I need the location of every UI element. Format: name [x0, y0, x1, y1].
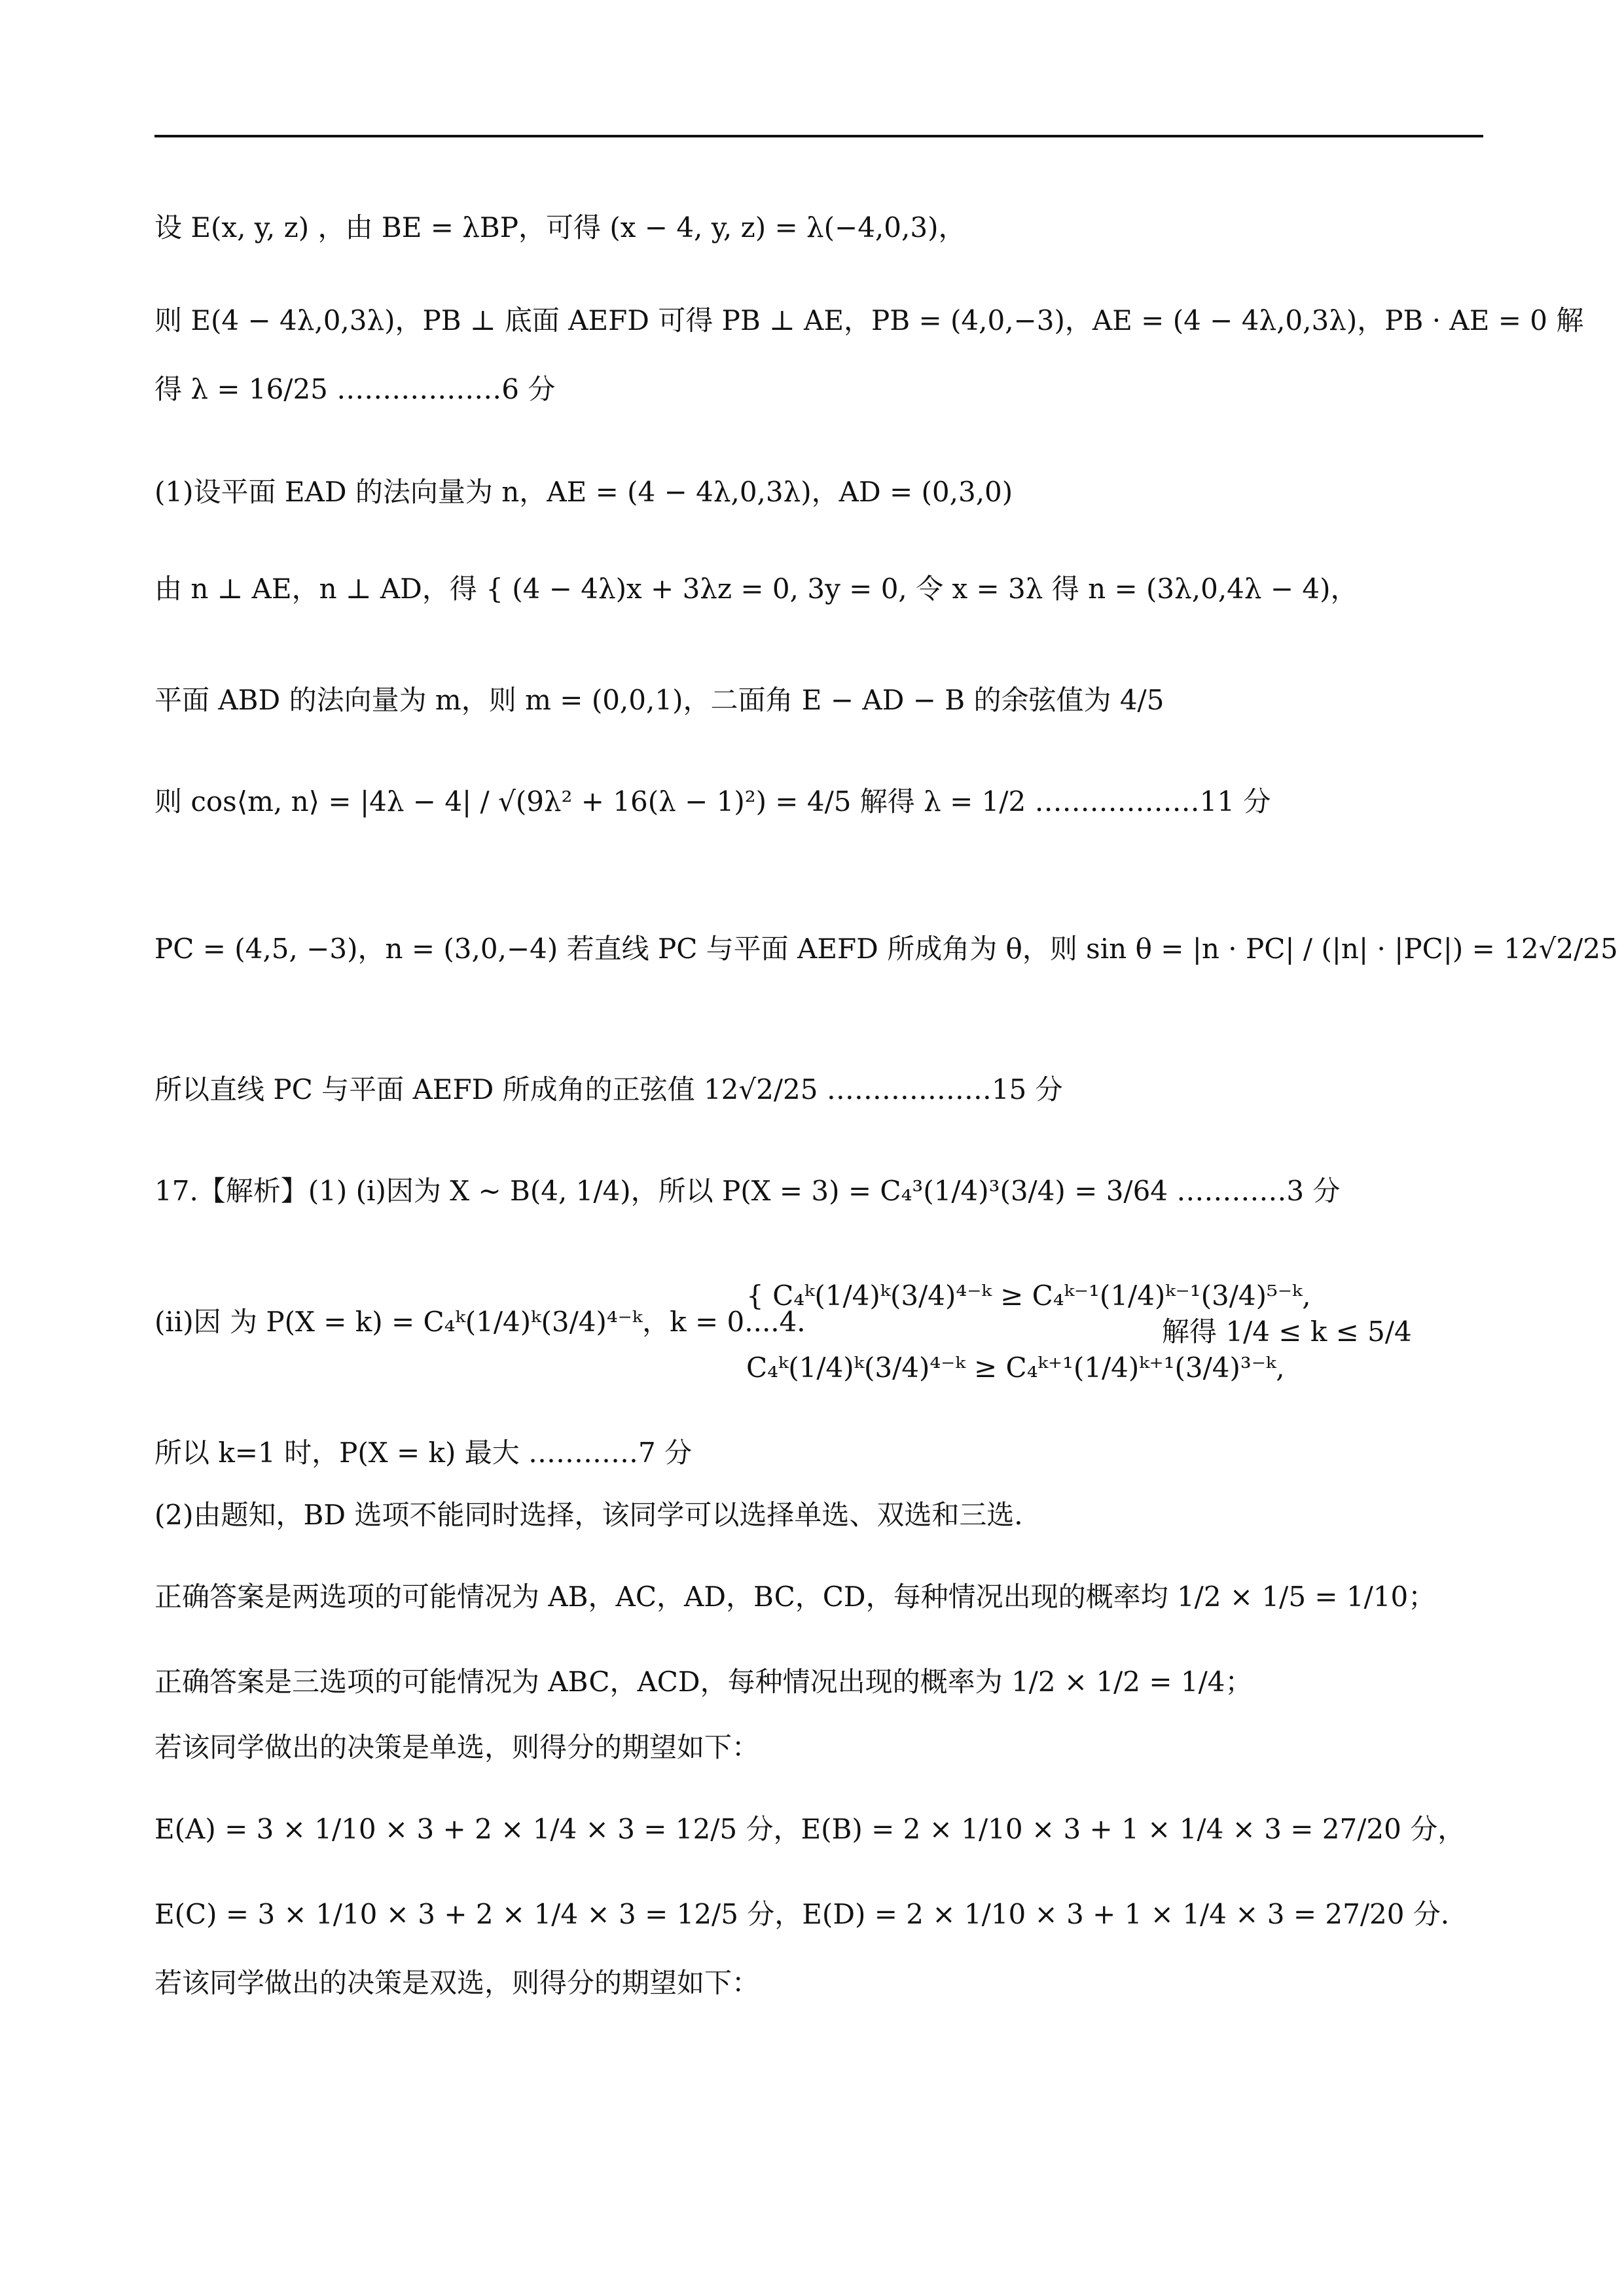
text-line: 17.【解析】(1) (i)因为 X ~ B(4, 1/4)，所以 P(X = 3) = C₄³(1/4)³(3/4) = 3/64 …………3 分	[154, 1175, 1341, 1207]
text-line: 所以 k=1 时，P(X = k) 最大 …………7 分	[154, 1437, 693, 1469]
text-line: 则 E(4 − 4λ,0,3λ)，PB ⊥ 底面 AEFD 可得 PB ⊥ AE，PB = (4,0,−3)，AE = (4 − 4λ,0,3λ)，PB · AE = 0 解	[154, 304, 1584, 336]
text-line: 若该同学做出的决策是双选，则得分的期望如下：	[154, 1967, 760, 1999]
text-line: 得 λ = 16/25 ………………6 分	[154, 373, 556, 405]
text-line: 正确答案是三选项的可能情况为 ABC，ACD，每种情况出现的概率为 1/2 × 1/2 = 1/4；	[154, 1666, 1253, 1698]
text-line: 解得 1/4 ≤ k ≤ 5/4	[1162, 1316, 1412, 1348]
text-line: 由 n ⊥ AE，n ⊥ AD，得 { (4 − 4λ)x + 3λz = 0, 3y = 0, 令 x = 3λ 得 n = (3λ,0,4λ − 4)，	[154, 573, 1358, 605]
text-line: C₄ᵏ(1/4)ᵏ(3/4)⁴⁻ᵏ ≥ C₄ᵏ⁺¹(1/4)ᵏ⁺¹(3/4)³⁻ᵏ,	[746, 1352, 1285, 1384]
text-line: 设 E(x, y, z) ，由 BE = λBP，可得 (x − 4, y, z) = λ(−4,0,3)，	[154, 211, 966, 243]
text-line: 所以直线 PC 与平面 AEFD 所成角的正弦值 12√2/25 ………………15 分	[154, 1073, 1063, 1105]
header-rule	[154, 135, 1483, 137]
text-line: (ii)因 为 P(X = k) = C₄ᵏ(1/4)ᵏ(3/4)⁴⁻ᵏ，k = 0....4．	[154, 1306, 825, 1338]
text-line: (1)设平面 EAD 的法向量为 n，AE = (4 − 4λ,0,3λ)，AD = (0,3,0)	[154, 476, 1013, 508]
text-line: PC = (4,5, −3)，n = (3,0,−4) 若直线 PC 与平面 AEFD 所成角为 θ，则 sin θ = |n · PC| / (|n| · |PC|) = 12√2/25	[154, 933, 1618, 965]
text-line: 则 cos⟨m, n⟩ = |4λ − 4| / √(9λ² + 16(λ − 1)²) = 4/5 解得 λ = 1/2 ………………11 分	[154, 785, 1271, 817]
text-line: 正确答案是两选项的可能情况为 AB，AC，AD，BC，CD，每种情况出现的概率均 1/2 × 1/5 = 1/10；	[154, 1581, 1436, 1613]
text-line: E(A) = 3 × 1/10 × 3 + 2 × 1/4 × 3 = 12/5 分，E(B) = 2 × 1/10 × 3 + 1 × 1/4 × 3 = 27/20 分，	[154, 1813, 1466, 1845]
text-line: E(C) = 3 × 1/10 × 3 + 2 × 1/4 × 3 = 12/5 分，E(D) = 2 × 1/10 × 3 + 1 × 1/4 × 3 = 27/20 分．	[154, 1898, 1468, 1930]
text-line: 平面 ABD 的法向量为 m，则 m = (0,0,1)，二面角 E − AD − B 的余弦值为 4/5	[154, 684, 1164, 716]
text-line: { C₄ᵏ(1/4)ᵏ(3/4)⁴⁻ᵏ ≥ C₄ᵏ⁻¹(1/4)ᵏ⁻¹(3/4)⁵⁻ᵏ,	[746, 1280, 1311, 1312]
text-line: (2)由题知，BD 选项不能同时选择，该同学可以选择单选、双选和三选．	[154, 1499, 1042, 1531]
text-line: 若该同学做出的决策是单选，则得分的期望如下：	[154, 1731, 760, 1763]
